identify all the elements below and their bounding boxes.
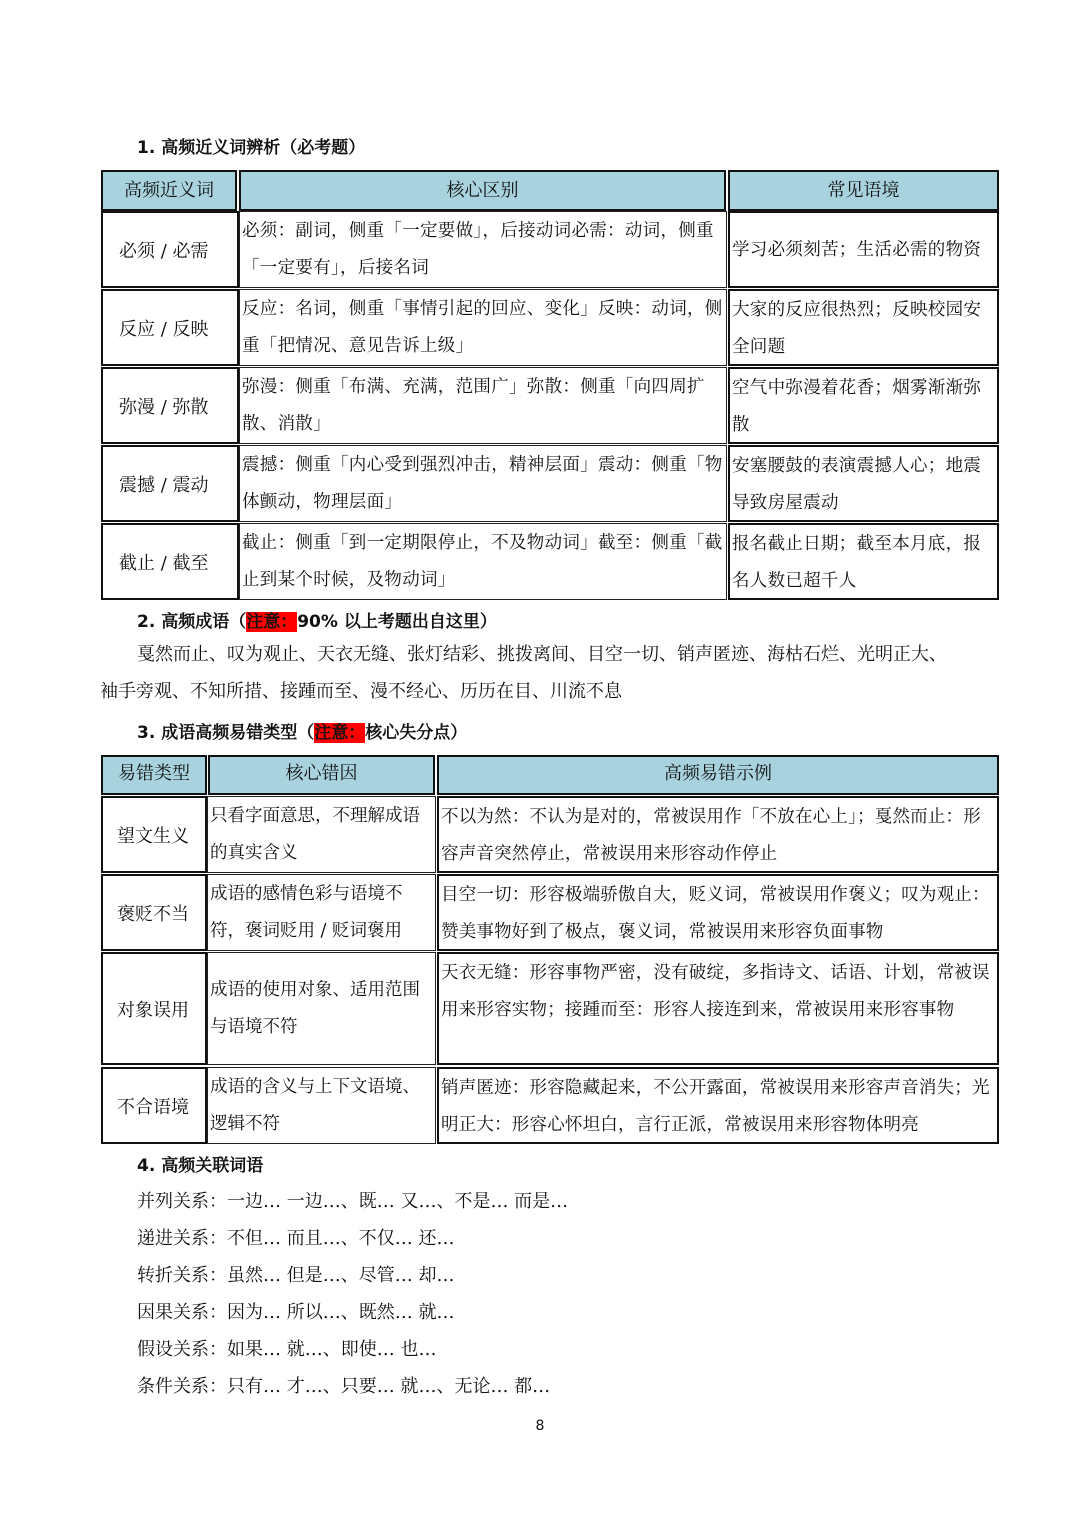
- section4-title: 4. 高频关联词语: [137, 1156, 264, 1176]
- table-header: 高频易错示例: [437, 755, 999, 795]
- term-cell: 必须 / 必需: [101, 211, 239, 288]
- term-cell: 反应 / 反映: [101, 289, 239, 366]
- idiom-list-line: 袖手旁观、不知所措、接踵而至、漫不经心、历历在目、川流不息: [100, 681, 622, 702]
- difference-cell: 震撼：侧重「内心受到强烈冲击，精神层面」震动：侧重「物体颤动，物理层面」: [239, 445, 727, 522]
- example-cell: 销声匿迹：形容隐藏起来，不公开露面，常被误用来形容声音消失；光明正大：形容心怀坦白，言行正派，常被误用来形容物体明亮: [437, 1067, 999, 1144]
- table-header: 核心错因: [208, 755, 435, 795]
- error-type-cell: 对象误用: [101, 952, 207, 1065]
- cause-cell: 成语的感情色彩与语境不符，褒词贬用 / 贬词褒用: [207, 874, 436, 951]
- context-cell: 大家的反应很热烈；反映校园安全问题: [728, 289, 999, 366]
- difference-cell: 截止：侧重「到一定期限停止，不及物动词」截至：侧重「截止到某个时候，及物动词」: [239, 523, 727, 600]
- title-text: 核心失分点）: [365, 723, 468, 743]
- difference-cell: 反应：名词，侧重「事情引起的回应、变化」反映：动词，侧重「把情况、意见告诉上级」: [239, 289, 727, 366]
- cause-cell: 成语的含义与上下文语境、逻辑不符: [207, 1067, 436, 1144]
- table-header: 核心区别: [239, 170, 726, 211]
- table-header: 常见语境: [728, 170, 999, 211]
- example-cell: 天衣无缝：形容事物严密，没有破绽，多指诗文、话语、计划，常被误用来形容实物；接踵而至：形容人接连到来，常被误用来形容事物: [437, 952, 999, 1065]
- context-cell: 学习必须刻苦；生活必需的物资: [728, 211, 999, 288]
- cause-cell: 成语的使用对象、适用范围与语境不符: [207, 952, 436, 1065]
- conjunction-line: 条件关系：只有… 才…、只要… 就…、无论… 都…: [137, 1376, 551, 1397]
- example-cell: 目空一切：形容极端骄傲自大，贬义词，常被误用作褒义；叹为观止：赞美事物好到了极点，褒义词，常被误用来形容负面事物: [437, 874, 999, 951]
- section3-title: [137, 718, 467, 743]
- highlight-note: 注意：: [314, 723, 366, 743]
- page-number: 8: [535, 1418, 545, 1434]
- conjunction-line: 并列关系：一边… 一边…、既… 又…、不是… 而是…: [137, 1191, 569, 1212]
- conjunction-line: 转折关系：虽然… 但是…、尽管… 却…: [137, 1265, 455, 1286]
- conjunction-line: 因果关系：因为… 所以…、既然… 就…: [137, 1302, 455, 1323]
- term-cell: 截止 / 截至: [101, 523, 239, 600]
- error-type-cell: 褒贬不当: [101, 874, 207, 951]
- title-text: 2. 高频成语（: [137, 612, 247, 632]
- context-cell: 报名截止日期；截至本月底，报名人数已超千人: [728, 523, 999, 600]
- error-type-cell: 望文生义: [101, 796, 207, 873]
- highlight-note: 注意：: [246, 612, 298, 632]
- term-cell: 震撼 / 震动: [101, 445, 239, 522]
- table-header: 易错类型: [101, 755, 207, 795]
- table-header: 高频近义词: [101, 170, 237, 211]
- error-type-cell: 不合语境: [101, 1067, 207, 1144]
- example-cell: 不以为然：不认为是对的，常被误用作「不放在心上」；戛然而止：形容声音突然停止，常被误用来形容动作停止: [437, 796, 999, 873]
- term-cell: 弥漫 / 弥散: [101, 367, 239, 444]
- difference-cell: 必须：副词，侧重「一定要做」，后接动词必需：动词，侧重「一定要有」，后接名词: [239, 211, 727, 288]
- section1-title: 1. 高频近义词辨析（必考题）: [137, 138, 366, 158]
- title-text: 3. 成语高频易错类型（: [137, 723, 315, 743]
- context-cell: 空气中弥漫着花香；烟雾渐渐弥散: [728, 367, 999, 444]
- idiom-list-line: 戛然而止、叹为观止、天衣无缝、张灯结彩、挑拨离间、目空一切、销声匿迹、海枯石烂、光明正大、: [137, 644, 947, 665]
- section2-title: [137, 607, 497, 632]
- conjunction-line: 假设关系：如果… 就…、即使… 也…: [137, 1339, 437, 1360]
- conjunction-line: 递进关系：不但… 而且…、不仅… 还…: [137, 1228, 455, 1249]
- synonym-table: [101, 170, 999, 211]
- title-text: 90% 以上考题出自这里）: [297, 612, 497, 632]
- context-cell: 安塞腰鼓的表演震撼人心；地震导致房屋震动: [728, 445, 999, 522]
- cause-cell: 只看字面意思，不理解成语的真实含义: [207, 796, 436, 873]
- difference-cell: 弥漫：侧重「布满、充满，范围广」弥散：侧重「向四周扩散、消散」: [239, 367, 727, 444]
